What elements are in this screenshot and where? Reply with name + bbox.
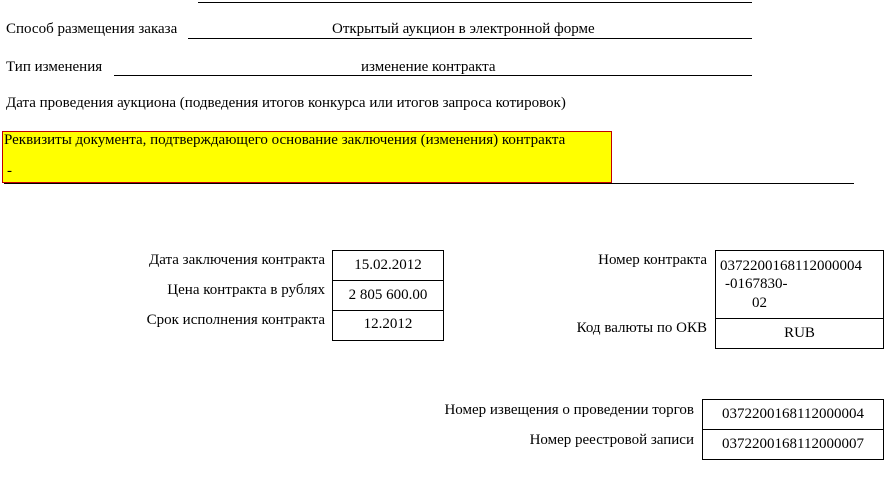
order-method-label: Способ размещения заказа xyxy=(6,21,178,37)
contract-date-value: 15.02.2012 xyxy=(354,257,422,273)
basis-document-rule xyxy=(4,183,854,184)
contract-number-label: Номер контракта xyxy=(598,252,707,268)
notice-number-value: 0372200168112000004 xyxy=(722,406,864,422)
basis-document-label: Реквизиты документа, подтверждающего основание заключения (изменения) контракта xyxy=(4,132,566,148)
contract-price-label: Цена контракта в рублях xyxy=(167,282,325,298)
top-rule xyxy=(198,2,752,3)
currency-value: RUB xyxy=(784,325,815,341)
registry-record-label: Номер реестровой записи xyxy=(529,432,694,448)
contract-number-line3: 02 xyxy=(752,295,767,311)
contract-term-label: Срок исполнения контракта xyxy=(146,312,325,328)
contract-number-line2: -0167830- xyxy=(725,276,788,292)
registry-record-value: 0372200168112000007 xyxy=(722,436,864,452)
order-method-value: Открытый аукцион в электронной форме xyxy=(332,21,595,37)
auction-date-label: Дата проведения аукциона (подведения итогов конкурса или итогов запроса котировок) xyxy=(6,95,566,111)
contract-price-value: 2 805 600.00 xyxy=(348,287,428,303)
contract-date-label: Дата заключения контракта xyxy=(149,252,325,268)
contract-term-value: 12.2012 xyxy=(363,316,413,332)
change-type-value: изменение контракта xyxy=(361,59,496,75)
change-type-label: Тип изменения xyxy=(6,59,103,75)
currency-label: Код валюты по ОКВ xyxy=(576,320,707,336)
order-method-rule xyxy=(188,38,752,39)
contract-number-line1: 0372200168112000004 xyxy=(720,258,862,274)
notice-number-label: Номер извещения о проведении торгов xyxy=(444,402,694,418)
basis-document-value: - xyxy=(7,163,12,179)
